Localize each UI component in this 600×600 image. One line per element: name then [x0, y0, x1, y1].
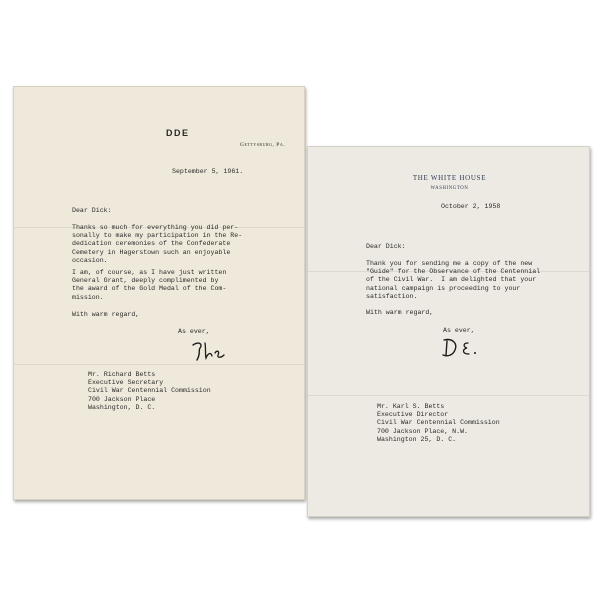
salutation: Dear Dick:: [366, 243, 406, 250]
closing-line: As ever,: [178, 328, 210, 335]
letterhead-location: Gettysburg, Pa.: [240, 142, 286, 148]
recipient-address: Mr. Karl S. Betts Executive Director Civil War Centennial Commission 700 Jackson Place, N.W. Washington 25, D. C.: [377, 403, 500, 443]
body-paragraph-1: Thank you for sending me a copy of the new "Guide" for the Observance of the Centennial of the Civil War. I am delighted that your national campaign is proceeding to your satisfaction.: [366, 260, 541, 300]
paper-fold-line: [14, 364, 304, 365]
regards-line: With warm regard,: [366, 309, 434, 316]
letter-date: October 2, 1958: [441, 203, 501, 210]
letter-white-house-1958: [307, 146, 590, 517]
handwritten-signature: [438, 335, 484, 361]
letter-date: September 5, 1961.: [172, 168, 244, 175]
salutation: Dear Dick:: [72, 207, 112, 214]
recipient-address: Mr. Richard Betts Executive Secretary Civil War Centennial Commission 700 Jackson Place Washington, D. C.: [88, 371, 211, 411]
letter-gettysburg-1961: [13, 86, 305, 500]
paper-fold-line: [308, 395, 589, 396]
body-paragraph-1: Thanks so much for everything you did per- sonally to make my participation in the Re- dedication ceremonies of the Confederate Cemetery in Hagerstown such an enjoyable occasion.: [72, 224, 243, 264]
body-paragraph-2: I am, of course, as I have just written General Grant, deeply complimented by the award of the Gold Medal of the Com- mission.: [72, 269, 227, 301]
closing-line: As ever,: [443, 327, 475, 334]
letterhead-monogram: DDE: [166, 128, 190, 138]
letterhead-title: THE WHITE HOUSE: [412, 174, 487, 182]
handwritten-signature: [189, 339, 231, 363]
letterhead-subtitle: WASHINGTON: [430, 186, 469, 191]
regards-line: With warm regard,: [72, 311, 140, 318]
